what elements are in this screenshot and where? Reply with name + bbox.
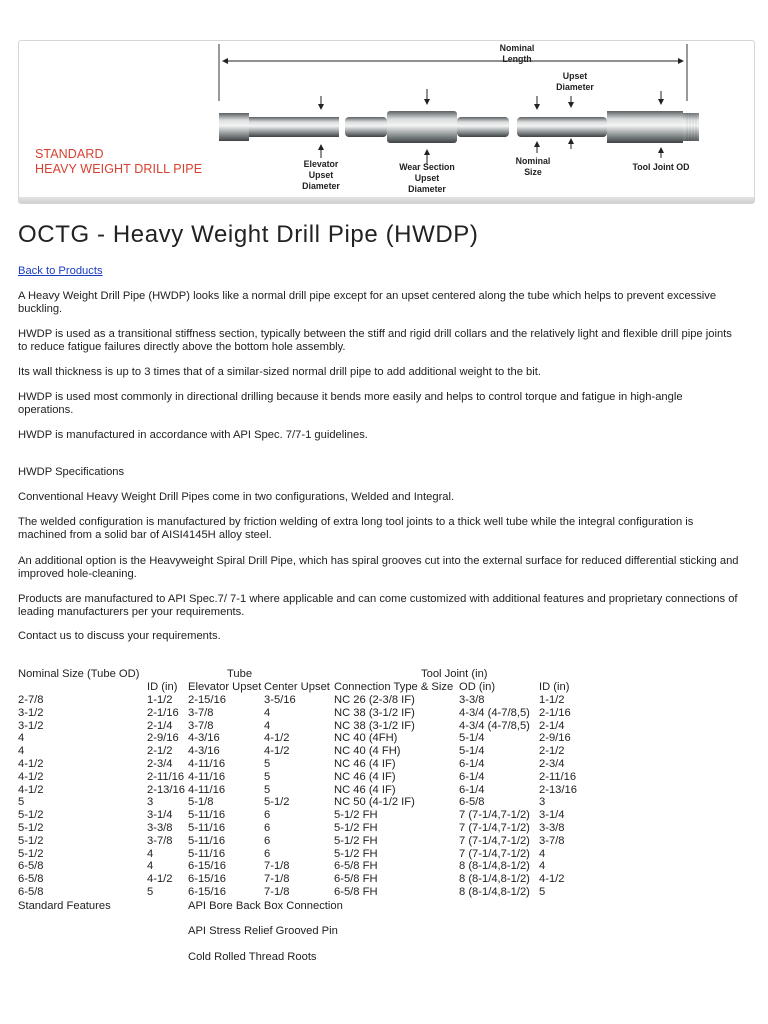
paragraph-transitional: HWDP is used as a transitional stiffness section, typically between the stiff and rigid drill collars and the relatively light and flexible drill pipe joints to reduce fatigue failures directly above the bottom hole assembly.: [18, 328, 732, 353]
cell-nominal-size: 4-1/2: [18, 783, 44, 796]
cell-tj-id: 5: [539, 886, 546, 898]
cell-tube-id: 2-9/16: [147, 732, 179, 745]
back-to-products-link[interactable]: Back to Products: [18, 265, 103, 277]
cell-tj-id: 2-3/4: [539, 758, 565, 770]
cell-elevator-upset: 6-15/16: [188, 873, 226, 886]
cell-elevator-upset: 5-11/16: [188, 834, 226, 847]
paragraph-welded: The welded configuration is manufactured by friction welding of extra long tool joints to a thick well tube while the integral configuration is machined from a solid bar of AISI4145H alloy steel.: [18, 516, 694, 541]
subheader-elevator-upset: Elevator Upset: [188, 681, 262, 693]
cell-tj-od: 3-3/8: [459, 694, 485, 706]
cell-elevator-upset: 5-1/8: [188, 796, 214, 809]
cell-connection: 5-1/2 FH: [334, 809, 378, 822]
paragraph-manufactured: Products are manufactured to API Spec.7/ 7-1 where applicable and can come customized with additional features and proprietary connections of leading manufacturers per your requirements.: [18, 593, 738, 618]
cell-center-upset: 6: [264, 847, 271, 860]
cell-tube-id: 4: [147, 847, 154, 860]
cell-center-upset: 5: [264, 758, 271, 770]
cell-tube-id: 2-3/4: [147, 758, 173, 770]
cell-center-upset: 5: [264, 770, 271, 783]
header-tube: Tube: [227, 668, 253, 680]
cell-tube-id: 3-7/8: [147, 834, 173, 847]
cell-nominal-size: 6-5/8: [18, 886, 44, 898]
cell-nominal-size: 2-7/8: [18, 694, 44, 706]
cell-connection: NC 46 (4 IF): [334, 758, 396, 770]
annotation-nominal-length: Nominal Length: [499, 43, 535, 64]
cell-tube-id: 1-1/2: [147, 694, 173, 706]
paragraph-wall-thickness: Its wall thickness is up to 3 times that of a similar-sized normal drill pipe to add additional weight to the bit.: [18, 366, 541, 378]
cell-elevator-upset: 5-11/16: [188, 822, 226, 834]
cell-nominal-size: 5-1/2: [18, 847, 44, 860]
standard-features-label: Standard Features: [18, 900, 111, 912]
cell-tj-od: 6-1/4: [459, 783, 485, 796]
cell-tj-id: 1-1/2: [539, 694, 565, 706]
feature-item: API Stress Relief Grooved Pin: [188, 925, 338, 937]
cell-center-upset: 4-1/2: [264, 745, 290, 758]
cell-center-upset: 6: [264, 809, 271, 822]
cell-nominal-size: 4-1/2: [18, 758, 44, 770]
cell-nominal-size: 6-5/8: [18, 860, 44, 873]
paragraph-api-spec: HWDP is manufactured in accordance with API Spec. 7/7-1 guidelines.: [18, 429, 368, 441]
paragraph-intro: A Heavy Weight Drill Pipe (HWDP) looks like a normal drill pipe except for an upset centered along the tube which helps to prevent excessive buckling.: [18, 290, 717, 315]
cell-elevator-upset: 2-15/16: [188, 694, 226, 706]
cell-center-upset: 7-1/8: [264, 860, 290, 873]
cell-tj-id: 2-1/2: [539, 745, 565, 758]
cell-tj-od: 4-3/4 (4-7/8,5): [459, 719, 530, 732]
feature-item: Cold Rolled Thread Roots: [188, 951, 317, 963]
cell-connection: NC 38 (3-1/2 IF): [334, 719, 415, 732]
paragraph-spiral: An additional option is the Heavyweight Spiral Drill Pipe, which has spiral grooves cut into the external surface for reduced differential sticking and improved hole-cleaning.: [18, 555, 739, 580]
cell-tube-id: 2-1/16: [147, 706, 179, 719]
cell-nominal-size: 5-1/2: [18, 822, 44, 834]
subheader-od: OD (in): [459, 681, 496, 693]
cell-elevator-upset: 6-15/16: [188, 860, 226, 873]
cell-connection: 6-5/8 FH: [334, 873, 378, 886]
page-title: OCTG - Heavy Weight Drill Pipe (HWDP): [18, 221, 479, 248]
cell-nominal-size: 3-1/2: [18, 719, 44, 732]
cell-tj-od: 8 (8-1/4,8-1/2): [459, 860, 530, 873]
paragraph-configurations: Conventional Heavy Weight Drill Pipes come in two configurations, Welded and Integral.: [18, 491, 455, 503]
cell-tube-id: 2-1/4: [147, 719, 173, 732]
cell-tj-id: 3-7/8: [539, 834, 565, 847]
cell-nominal-size: 6-5/8: [18, 873, 44, 886]
cell-connection: NC 40 (4 FH): [334, 745, 401, 758]
cell-tube-id: 4: [147, 860, 154, 873]
cell-tj-od: 7 (7-1/4,7-1/2): [459, 809, 530, 822]
cell-center-upset: 5-1/2: [264, 796, 290, 809]
subheader-tube-id: ID (in): [147, 681, 178, 693]
cell-connection: 5-1/2 FH: [334, 847, 378, 860]
annotation-upset-diameter: Upset Diameter: [556, 71, 594, 92]
cell-tj-od: 6-5/8: [459, 796, 485, 809]
cell-tube-id: 3-3/8: [147, 822, 173, 834]
cell-connection: NC 46 (4 IF): [334, 770, 396, 783]
paragraph-directional: HWDP is used most commonly in directional drilling because it bends more easily and helps to control torque and fatigue in high-angle operations.: [18, 391, 683, 416]
cell-tj-od: 5-1/4: [459, 745, 485, 758]
spec-heading: HWDP Specifications: [18, 466, 125, 478]
cell-nominal-size: 5-1/2: [18, 834, 44, 847]
annotation-wear-section: Wear Section Upset Diameter: [399, 162, 455, 194]
cell-tj-id: 4: [539, 847, 546, 860]
cell-center-upset: 4: [264, 719, 271, 732]
subheader-connection: Connection Type & Size: [334, 681, 454, 693]
cell-center-upset: 7-1/8: [264, 886, 290, 898]
cell-tube-id: 3-1/4: [147, 809, 173, 822]
cell-tube-id: 2-11/16: [147, 770, 185, 783]
header-nominal-size: Nominal Size (Tube OD): [18, 668, 140, 680]
cell-elevator-upset: 4-11/16: [188, 758, 226, 770]
cell-elevator-upset: 4-11/16: [188, 783, 226, 796]
annotation-tool-joint-od: Tool Joint OD: [632, 162, 690, 172]
cell-elevator-upset: 5-11/16: [188, 847, 226, 860]
cell-tj-id: 2-9/16: [539, 732, 571, 745]
cell-tj-od: 8 (8-1/4,8-1/2): [459, 886, 530, 898]
banner-bottom-bar: [19, 197, 754, 203]
cell-center-upset: 4: [264, 706, 271, 719]
subheader-center-upset: Center Upset: [264, 681, 330, 693]
annotation-nominal-size: Nominal Size: [515, 156, 551, 177]
cell-nominal-size: 5-1/2: [18, 809, 44, 822]
cell-elevator-upset: 5-11/16: [188, 809, 226, 822]
cell-connection: 5-1/2 FH: [334, 822, 378, 834]
cell-center-upset: 6: [264, 822, 271, 834]
cell-connection: NC 46 (4 IF): [334, 783, 396, 796]
paragraph-contact: Contact us to discuss your requirements.: [18, 630, 221, 642]
cell-elevator-upset: 4-11/16: [188, 770, 226, 783]
cell-center-upset: 4-1/2: [264, 732, 290, 745]
cell-tj-od: 7 (7-1/4,7-1/2): [459, 847, 530, 860]
drill-pipe-banner: [18, 40, 755, 204]
cell-elevator-upset: 6-15/16: [188, 886, 226, 898]
annotation-elevator-upset: Elevator Upset Diameter: [302, 159, 340, 191]
feature-item: API Bore Back Box Connection: [188, 900, 343, 912]
cell-connection: NC 38 (3-1/2 IF): [334, 706, 415, 719]
cell-tj-id: 3: [539, 796, 546, 809]
cell-tube-id: 2-1/2: [147, 745, 173, 758]
cell-connection: NC 40 (4FH): [334, 732, 398, 745]
cell-tj-id: 3-3/8: [539, 822, 565, 834]
cell-elevator-upset: 4-3/16: [188, 732, 220, 745]
cell-center-upset: 5: [264, 783, 271, 796]
cell-tj-id: 2-11/16: [539, 770, 577, 783]
cell-connection: 6-5/8 FH: [334, 860, 378, 873]
cell-nominal-size: 4: [18, 732, 25, 745]
cell-tj-od: 7 (7-1/4,7-1/2): [459, 834, 530, 847]
cell-tj-id: 2-13/16: [539, 783, 577, 796]
cell-tube-id: 3: [147, 796, 154, 809]
cell-connection: NC 50 (4-1/2 IF): [334, 796, 415, 809]
cell-elevator-upset: 3-7/8: [188, 719, 214, 732]
cell-tj-id: 2-1/4: [539, 719, 565, 732]
cell-tj-id: 4-1/2: [539, 873, 565, 886]
cell-connection: NC 26 (2-3/8 IF): [334, 694, 415, 706]
cell-center-upset: 3-5/16: [264, 694, 296, 706]
cell-tj-id: 3-1/4: [539, 809, 565, 822]
cell-nominal-size: 4-1/2: [18, 770, 44, 783]
cell-nominal-size: 3-1/2: [18, 706, 44, 719]
cell-tube-id: 5: [147, 886, 154, 898]
cell-connection: 5-1/2 FH: [334, 834, 378, 847]
cell-tube-id: 2-13/16: [147, 783, 185, 796]
cell-center-upset: 6: [264, 834, 271, 847]
cell-tj-od: 4-3/4 (4-7/8,5): [459, 706, 530, 719]
cell-tj-id: 2-1/16: [539, 706, 571, 719]
cell-tj-od: 7 (7-1/4,7-1/2): [459, 822, 530, 834]
header-tool-joint: Tool Joint (in): [421, 668, 488, 680]
cell-nominal-size: 5: [18, 796, 25, 809]
cell-tj-id: 4: [539, 860, 546, 873]
cell-tj-od: 6-1/4: [459, 758, 485, 770]
cell-elevator-upset: 3-7/8: [188, 706, 214, 719]
banner-label-standard: STANDARD: [35, 147, 104, 161]
cell-tube-id: 4-1/2: [147, 873, 173, 886]
cell-elevator-upset: 4-3/16: [188, 745, 220, 758]
cell-tj-od: 6-1/4: [459, 770, 485, 783]
cell-nominal-size: 4: [18, 745, 25, 758]
banner-label-hwdp: HEAVY WEIGHT DRILL PIPE: [35, 162, 203, 176]
cell-center-upset: 7-1/8: [264, 873, 290, 886]
subheader-tj-id: ID (in): [539, 681, 570, 693]
cell-tj-od: 8 (8-1/4,8-1/2): [459, 873, 530, 886]
cell-connection: 6-5/8 FH: [334, 886, 378, 898]
cell-tj-od: 5-1/4: [459, 732, 485, 745]
